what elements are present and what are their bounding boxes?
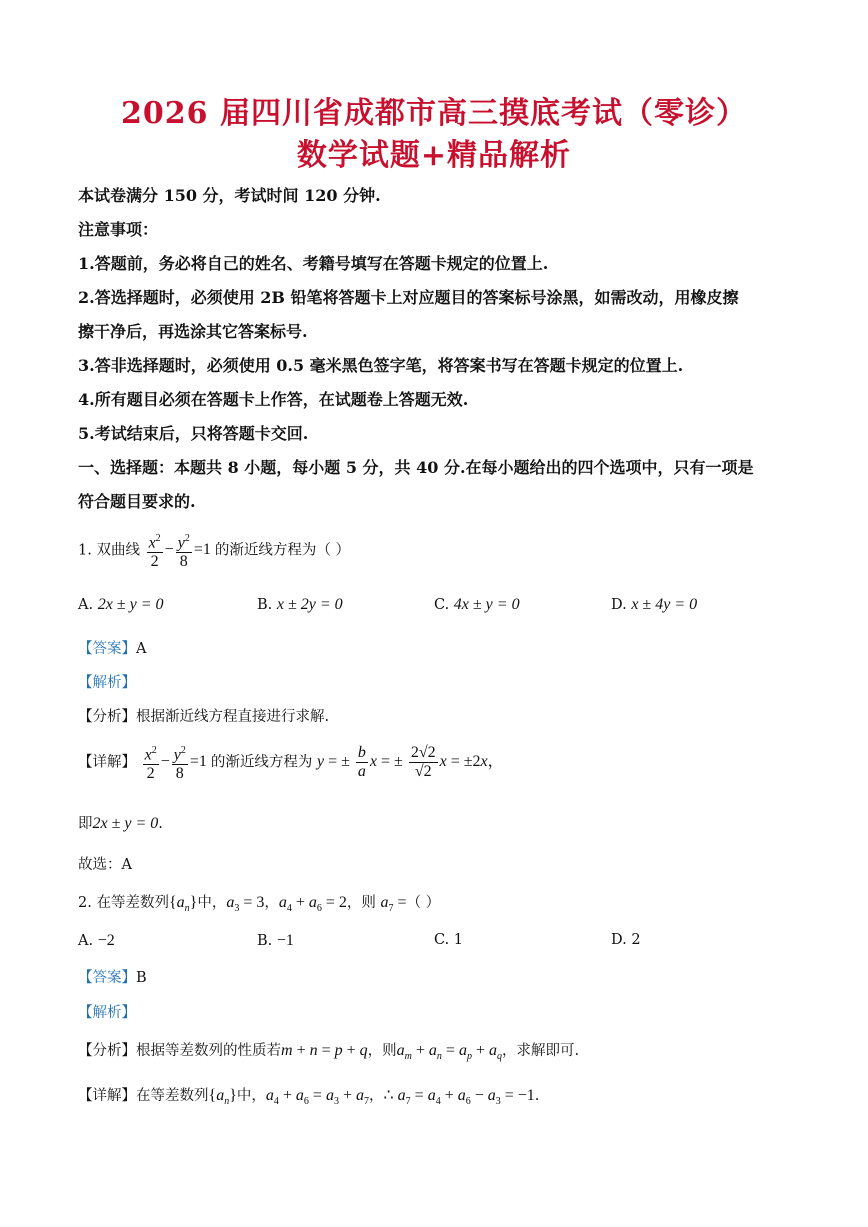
q1-xiangjie: 【详解】 $\frac{x^2}{2}$ − $\frac{y^2}{8}$ =1 的渐近线方程为 y = ± $\frac{b}{a}$ x = ± $\frac{2√2}{√2}$ x = ±2x， xyxy=(78,742,504,783)
notes-heading: 注意事项： xyxy=(78,220,159,239)
q1-guxuan: 故选：A xyxy=(78,857,132,873)
q1-option-c: C. 4x ± y = 0 xyxy=(434,596,520,613)
section-heading-cont: 符合题目要求的. xyxy=(78,492,196,511)
note-item: 1.答题前，务必将自己的姓名、考籍号填写在答题卡规定的位置上. xyxy=(78,254,549,273)
note-item: 2.答选择题时，必须使用 2B 铅笔将答题卡上对应题目的答案标号涂黑，如需改动，用橡皮擦 xyxy=(78,288,739,307)
q1-answer: 【答案】A xyxy=(78,641,147,657)
q1-option-b: B. x ± 2y = 0 xyxy=(257,596,343,613)
q1-option-a: A. 2x ± y = 0 xyxy=(78,596,164,613)
section-heading: 一、选择题：本题共 8 小题，每小题 5 分，共 40 分.在每小题给出的四个选项中，只有一项是 xyxy=(78,458,754,477)
note-item: 5.考试结束后，只将答题卡交回. xyxy=(78,424,309,443)
q1-prefix: 1. 双曲线 xyxy=(78,542,140,559)
q2-fenxi: 【分析】根据等差数列的性质若m + n = p + q，则$a_m + a_n = a_p + a_q$，求解即可. xyxy=(78,1042,580,1063)
document-title-line1: 2026 届四川省成都市高三摸底考试（零诊） xyxy=(121,96,747,131)
q2-analysis-tag: 【解析】 xyxy=(78,1005,136,1021)
q1-ji: 即2x ± y = 0. xyxy=(78,815,163,832)
question-1 xyxy=(78,530,350,571)
q2-answer: 【答案】B xyxy=(78,970,147,986)
q1-analysis-tag: 【解析】 xyxy=(78,675,136,691)
note-item: 4.所有题目必须在答题卡上作答，在试题卷上答题无效. xyxy=(78,390,469,409)
question-2: 2. 在等差数列$\{a_n\}$中，$a_3 = 3$，$a_4 + a_6 = 2$，则 $a_7$ =（ ） xyxy=(78,894,441,915)
exam-intro: 本试卷满分 150 分，考试时间 120 分钟. xyxy=(78,186,381,205)
q1-suffix: 的渐近线方程为（ ） xyxy=(214,542,350,559)
note-item: 擦干净后，再选涂其它答案标号. xyxy=(78,322,308,341)
q1-option-d: D. x ± 4y = 0 xyxy=(611,596,698,613)
q2-xiangjie: 【详解】在等差数列$\{a_n\}$中，$a_4 + a_6 = a_3 + a_7$，∴ $a_7 = a_4 + a_6 - a_3 = -1$. xyxy=(78,1087,540,1108)
document-title-line2: 数学试题+精品解析 xyxy=(296,138,572,173)
q2-option-b: B. −1 xyxy=(257,932,294,949)
q2-option-d: D. 2 xyxy=(611,932,641,948)
q1-fenxi: 【分析】根据渐近线方程直接进行求解. xyxy=(78,709,330,725)
hyperbola-equation: $\frac{x^2}{2}$ − $\frac{y^2}{8}$ =1 xyxy=(145,541,215,558)
q2-option-c: C. 1 xyxy=(434,932,464,948)
note-item: 3.答非选择题时，必须使用 0.5 毫米黑色签字笔，将答案书写在答题卡规定的位置上. xyxy=(78,356,684,375)
q2-option-a: A. −2 xyxy=(78,932,115,949)
